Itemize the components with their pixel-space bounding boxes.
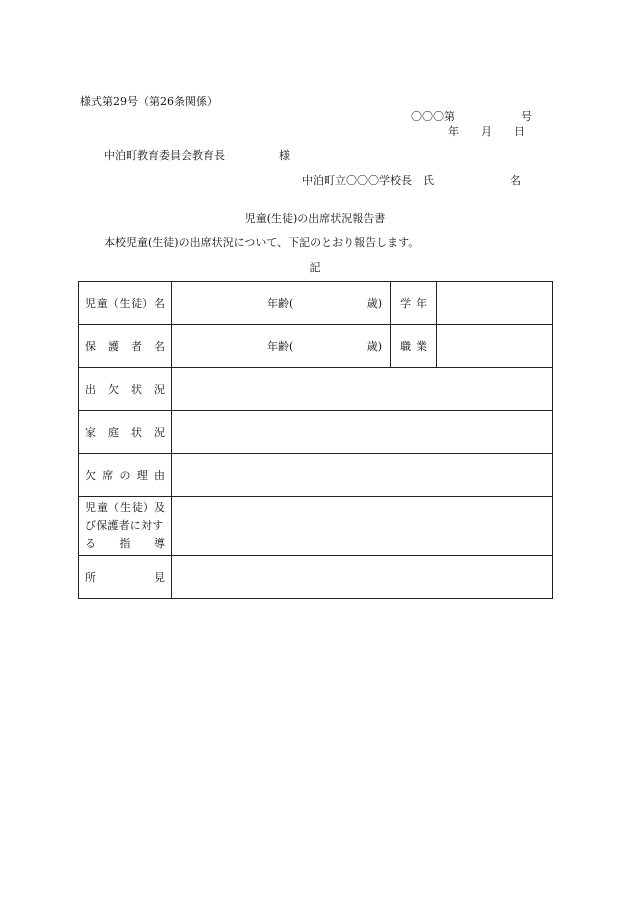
occupation-label: 職 業: [391, 325, 437, 368]
ki-label: 記: [309, 261, 321, 274]
guardian-name-field[interactable]: [172, 325, 391, 368]
attendance-status-label: 出 欠 状 況: [79, 368, 172, 411]
absence-reason-label: 欠 席 の 理 由: [79, 454, 172, 497]
table-row: [79, 497, 553, 556]
remarks-field[interactable]: [172, 556, 553, 599]
student-age-label: 年齢(: [267, 297, 294, 310]
table-row: [79, 454, 553, 497]
guidance-label: 児 童（ 生 徒）及 び保護者に対す る 指 導: [79, 497, 172, 556]
guidance-field[interactable]: [172, 497, 553, 556]
occupation-field[interactable]: [437, 325, 553, 368]
family-status-field[interactable]: [172, 411, 553, 454]
guardian-name-label: 保 護 者 名: [79, 325, 172, 368]
report-table: [78, 281, 553, 599]
intro-text: 本校児童(生徒)の出席状況について、下記のとおり報告します。: [104, 236, 420, 249]
table-row: [79, 556, 553, 599]
table-row: [79, 325, 553, 368]
table-row: [79, 411, 553, 454]
grade-field[interactable]: [437, 282, 553, 325]
date-line: 年 月 日: [448, 125, 525, 138]
guardian-age-label: 年齢(: [267, 340, 294, 353]
table-row: [79, 282, 553, 325]
attendance-status-field[interactable]: [172, 368, 553, 411]
sender: 中泊町立〇〇〇学校長 氏: [302, 174, 434, 187]
guardian-age-unit: 歳): [366, 340, 382, 353]
honorific: 様: [279, 149, 290, 162]
family-status-label: 家 庭 状 況: [79, 411, 172, 454]
document-title: 児童(生徒)の出席状況報告書: [244, 212, 386, 225]
grade-label: 学 年: [391, 282, 437, 325]
sender-suffix: 名: [510, 174, 521, 187]
student-age-unit: 歳): [366, 297, 382, 310]
absence-reason-field[interactable]: [172, 454, 553, 497]
student-name-field[interactable]: [172, 282, 391, 325]
reference-number: 〇〇〇第 号: [411, 110, 532, 123]
form-number: 様式第29号（第26条関係）: [80, 95, 218, 108]
remarks-label: 所 見: [79, 556, 172, 599]
recipient: 中泊町教育委員会教育長: [104, 149, 225, 162]
table-row: [79, 368, 553, 411]
student-name-label: 児 童（ 生 徒） 名: [79, 282, 172, 325]
